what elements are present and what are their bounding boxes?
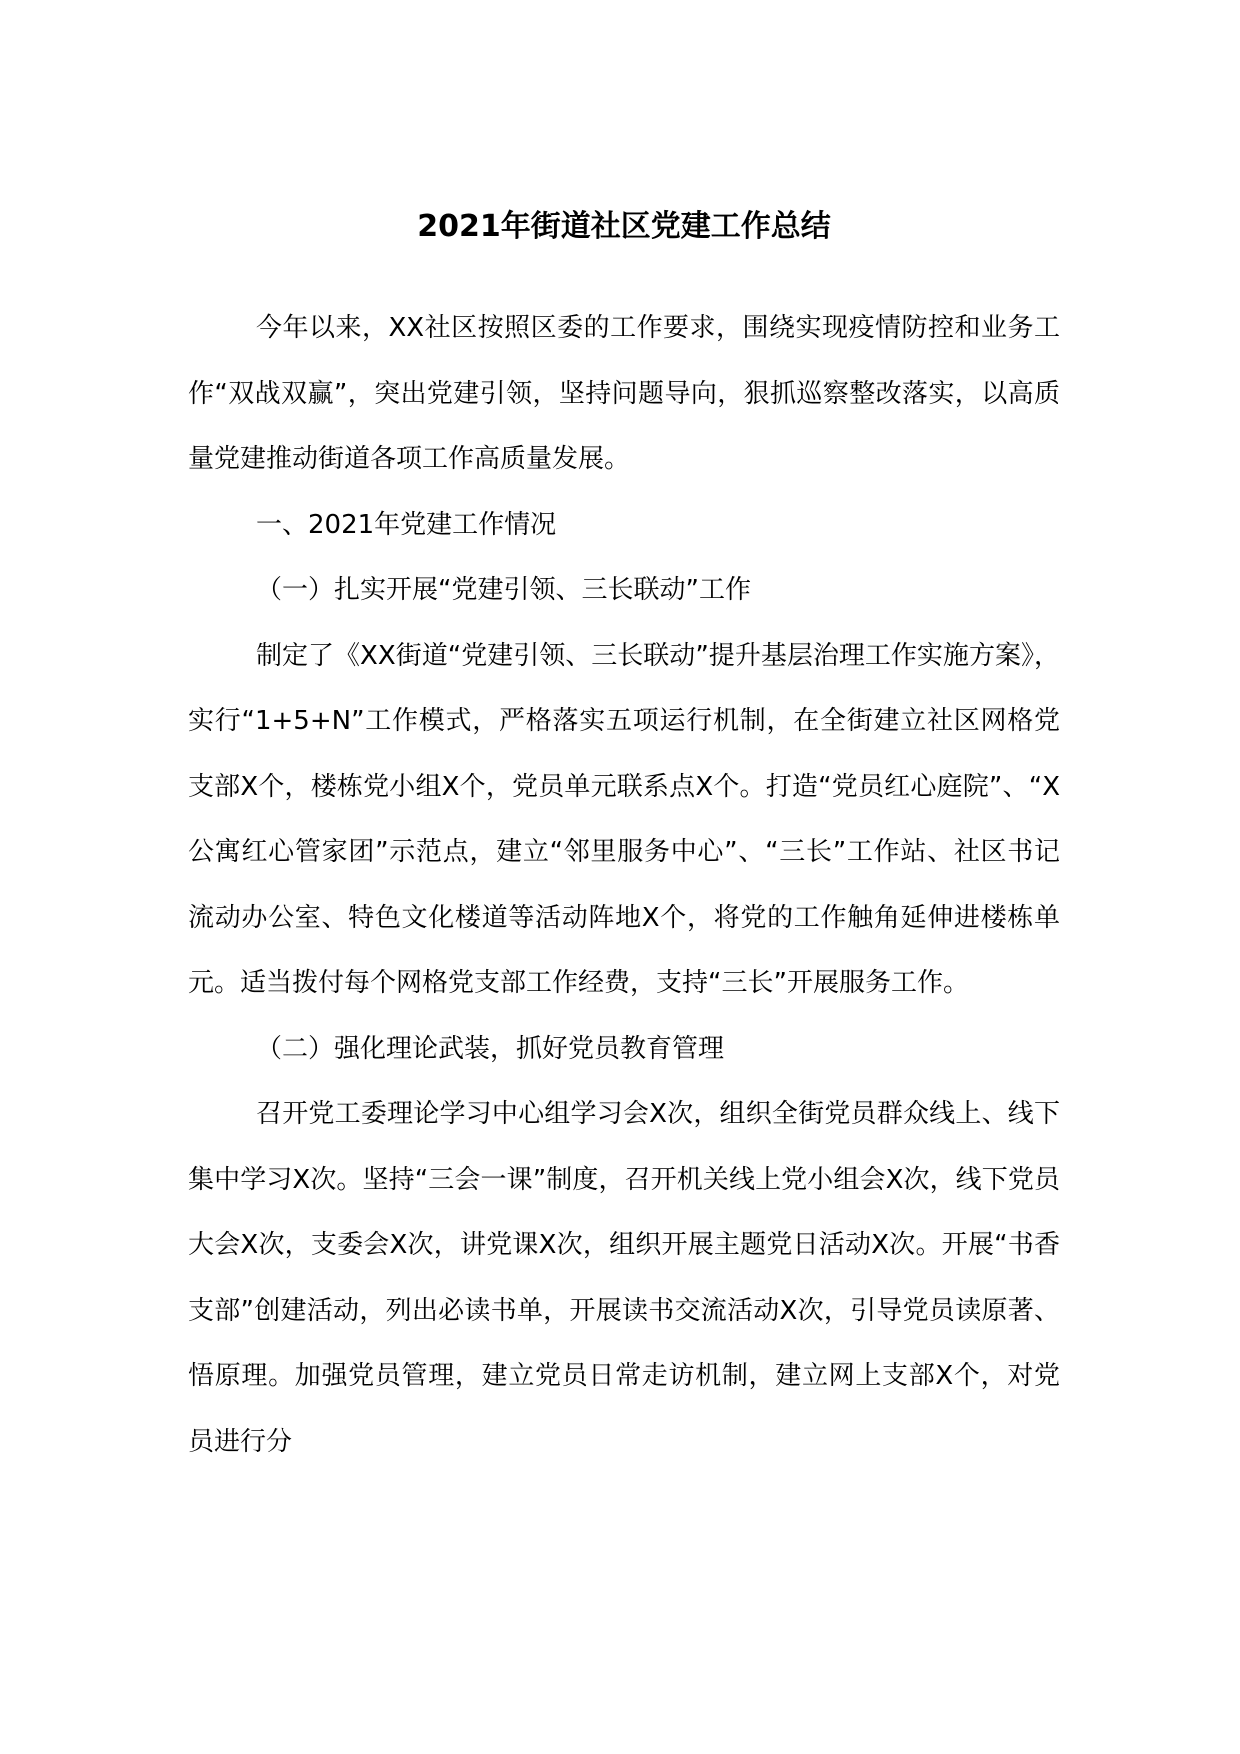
intro-paragraph: 今年以来，XX社区按照区委的工作要求，围绕实现疫情防控和业务工作“双战双赢”，突出党建引领，坚持问题导向，狠抓巡察整改落实，以高质量党建推动街道各项工作高质量发展。: [188, 313, 1060, 474]
document-page: [188, 202, 1060, 1475]
body-paragraph-1: 制定了《XX街道“党建引领、三长联动”提升基层治理工作实施方案》，实行“1+5+N”工作模式，严格落实五项运行机制，在全街建立社区网格党支部X个，楼栋党小组X个，党员单元联系点X个。打造“党员红心庭院”、“X公寓红心管家团”示范点，建立“邻里服务中心”、“三长”工作站、社区书记流动办公室、特色文化楼道等活动阵地X个，将党的工作触角延伸进楼栋单元。适当拨付每个网格党支部工作经费，支持“三长”开展服务工作。: [188, 640, 1060, 998]
subsection-heading-1: （一）扎实开展“党建引领、三长联动”工作: [256, 575, 751, 605]
subsection-heading-2: （二）强化理论武装，抓好党员教育管理: [256, 1033, 725, 1064]
section-heading-1: 一、2021年党建工作情况: [256, 509, 557, 540]
document-title: 2021年街道社区党建工作总结: [417, 209, 831, 244]
body-paragraph-2: 召开党工委理论学习中心组学习会X次，组织全街党员群众线上、线下集中学习X次。坚持“三会一课”制度，召开机关线上党小组会X次，线下党员大会X次，支委会X次，讲党课X次，组织开展主题党日活动X次。开展“书香支部”创建活动，列出必读书单，开展读书交流活动X次，引导党员读原著、悟原理。加强党员管理，建立党员日常走访机制，建立网上支部X个，对党员进行分: [188, 1099, 1060, 1457]
